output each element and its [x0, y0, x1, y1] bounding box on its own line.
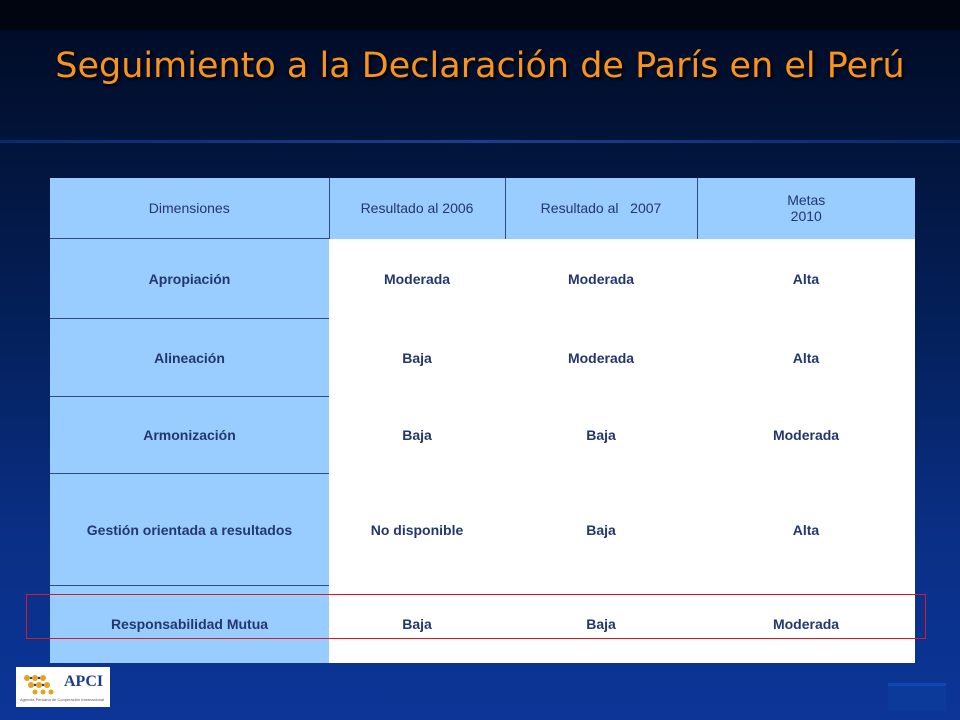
meta-2010-cell: Alta: [697, 474, 915, 586]
result-2006-cell: Moderada: [329, 239, 505, 319]
header-dimensiones: Dimensiones: [50, 178, 329, 239]
result-2007-cell: Baja: [505, 397, 697, 474]
top-band: [0, 0, 960, 30]
dimension-cell: Gestión orientada a resultados: [50, 474, 329, 586]
meta-2010-cell: Alta: [697, 319, 915, 397]
result-2006-cell: Baja: [329, 586, 505, 663]
title-divider: [0, 140, 960, 143]
results-table: [50, 178, 915, 663]
table-row: [50, 474, 915, 586]
meta-2010-cell: Moderada: [697, 586, 915, 663]
dimension-cell: Responsabilidad Mutua: [50, 586, 329, 663]
result-2006-cell: Baja: [329, 319, 505, 397]
apci-logo: [16, 667, 110, 707]
dimension-cell: Alineación: [50, 319, 329, 397]
dimension-cell: Apropiación: [50, 239, 329, 319]
table-header-row: [50, 178, 915, 239]
table-row: [50, 319, 915, 397]
result-2006-cell: No disponible: [329, 474, 505, 586]
result-2006-cell: Baja: [329, 397, 505, 474]
header-resultado-2007: Resultado al 2007: [505, 178, 697, 239]
header-metas-2010: Metas 2010: [697, 178, 915, 239]
apci-emblem-icon: [22, 673, 62, 695]
meta-2010-cell: Moderada: [697, 397, 915, 474]
logo-subtitle: Agencia Peruana de Cooperación Internacional: [20, 697, 105, 702]
table-row: [50, 397, 915, 474]
result-2007-cell: Baja: [505, 586, 697, 663]
result-2007-cell: Baja: [505, 474, 697, 586]
result-2007-cell: Moderada: [505, 239, 697, 319]
table-row: [50, 239, 915, 319]
dimension-cell: Armonización: [50, 397, 329, 474]
logo-name: APCI: [64, 673, 104, 690]
corner-decoration: [888, 683, 946, 711]
header-resultado-2006: Resultado al 2006: [329, 178, 505, 239]
highlight-box-responsabilidad-mutua: [26, 594, 926, 639]
meta-2010-cell: Alta: [697, 239, 915, 319]
slide-title: Seguimiento a la Declaración de París en el Perú: [55, 46, 905, 86]
result-2007-cell: Moderada: [505, 319, 697, 397]
